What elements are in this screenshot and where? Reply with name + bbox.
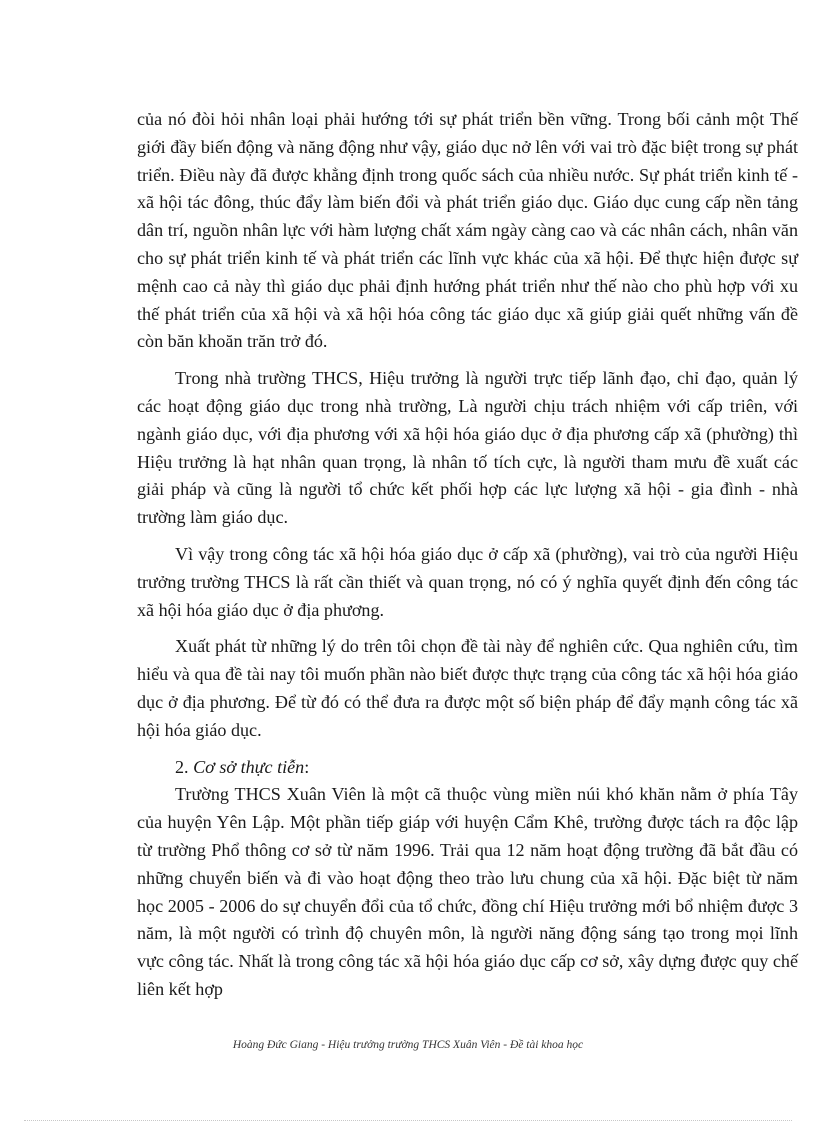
section-title-suffix: : bbox=[304, 756, 310, 777]
paragraph-school-practice: Trường THCS Xuân Viên là một cã thuộc vùng miền núi khó khăn nằm ở phía Tây của huyện Yên Lập. Một phần tiếp giáp với huyện Cẩm Khê, trường được tách ra độc lập từ trường Phổ thông cơ sở từ năm 1996. Trải qua 12 năm hoạt động trường đã bắt đầu có những chuyển biến và đi vào hoạt động theo trào lưu chung của xã hội. Đặc biệt từ năm học 2005 - 2006 do sự chuyển đổi của tổ chức, đồng chí Hiệu trưởng mới bổ nhiệm được 3 năm, là một người có trình độ chuyên môn, là người năng động sáng tạo trong mọi lĩnh vực công tác. Nhất là trong công tác xã hội hóa giáo dục cấp cơ sở, xây dựng được quy chế liên kết hợp bbox=[137, 784, 798, 999]
paragraph-importance: Vì vậy trong công tác xã hội hóa giáo dục ở cấp xã (phường), vai trò của người Hiệu trưởng trường THCS là rất cần thiết và quan trọng, nó có ý nghĩa quyết định đến công tác xã hội hóa giáo dục ở địa phương. bbox=[137, 543, 798, 620]
page-footer: Hoàng Đức Giang - Hiệu trưởng trường THCS Xuân Viên - Đề tài khoa học bbox=[232, 1039, 584, 1051]
document-body bbox=[137, 106, 798, 1004]
paragraph-continuation: của nó đòi hỏi nhân loại phải hướng tới sự phát triển bền vững. Trong bối cảnh một Thế giới đầy biến động và năng động như vậy, giáo dục nở lên với vai trò đặc biệt trong sự phát triển. Điều này đã được khẳng định trong quốc sách của nhiều nước. Sự phát triển kinh tế - xã hội tác đông, thúc đẩy làm biến đổi và phát triển giáo dục. Giáo dục cung cấp nền tảng dân trí, nguồn nhân lực với hàm lượng chất xám ngày càng cao và các nhân cách, nhân văn cho sự phát triển kinh tế và phát triển các lĩnh vực khác của xã hội. Để thực hiện được sự mệnh cao cả này thì giáo dục phải định hướng phát triển như thế nào cho phù hợp với xu thế phát triển của xã hội và xã hội hóa công tác giáo dục xã giúp giải quết những vấn đề còn băn khoăn trăn trở đó. bbox=[137, 109, 798, 352]
paragraph-research-reason: Xuất phát từ những lý do trên tôi chọn đề tài này để nghiên cức. Qua nghiên cứu, tìm hiểu và qua đề tài nay tôi muốn phần nào biết được thực trạng của công tác xã hội hóa giáo dục ở địa phương. Để từ đó có thể đưa ra được một số biện pháp để đẩy mạnh công tác xã hội hóa giáo dục. bbox=[137, 636, 798, 740]
paragraph-principal-role: Trong nhà trường THCS, Hiệu trưởng là người trực tiếp lãnh đạo, chỉ đạo, quản lý các hoạt động giáo dục trong nhà trường, Là người chịu trách nhiệm với cấp triên, với ngành giáo dục, với địa phương với xã hội hóa giáo dục ở địa phương cấp xã (phường) thì Hiệu trưởng là hạt nhân quan trọng, là nhân tố tích cực, là người tham mưu đề xuất các giải pháp và cũng là người tổ chức kết phối hợp các lực lượng xã hội - gia đình - nhà trường làm giáo dục. bbox=[137, 368, 798, 528]
section-number: 2. bbox=[175, 756, 189, 777]
section-title: Cơ sở thực tiễn bbox=[193, 756, 305, 777]
section-heading bbox=[137, 754, 798, 782]
page-bottom-divider bbox=[24, 1120, 792, 1121]
